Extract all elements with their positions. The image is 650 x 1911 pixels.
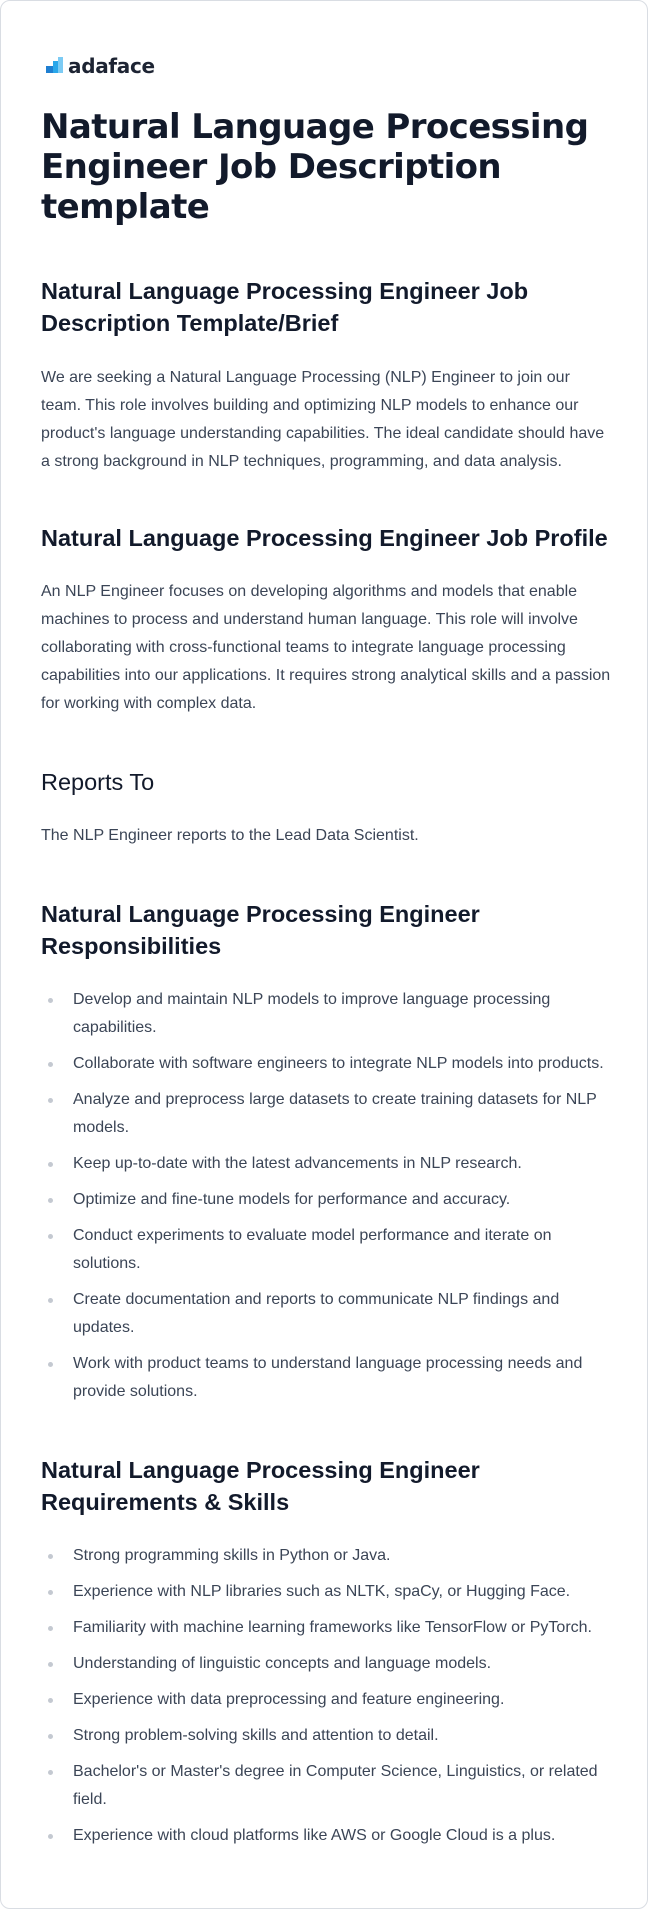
list-item (41, 1578, 611, 1606)
list-item (41, 1086, 611, 1142)
page-title: Natural Language Processing Engineer Job Description template (41, 107, 589, 227)
section-heading-requirements: Natural Language Processing Engineer Requirements & Skills (41, 1457, 480, 1515)
bullet-icon (48, 1298, 53, 1303)
list-item (41, 1150, 611, 1178)
list-item-text: Bachelor's or Master's degree in Computer Science, Linguistics, or related field. (73, 1763, 598, 1808)
list-item (41, 1614, 611, 1642)
bullet-icon (48, 1098, 53, 1103)
list-item-text: Experience with NLP libraries such as NLTK, spaCy, or Hugging Face. (73, 1583, 571, 1600)
list-item-text: Strong programming skills in Python or Java. (73, 1547, 391, 1564)
list-item-text: Familiarity with machine learning frameworks like TensorFlow or PyTorch. (73, 1619, 592, 1636)
list-item (41, 1350, 611, 1406)
bullet-icon (48, 998, 53, 1003)
section-text-brief: We are seeking a Natural Language Processing (NLP) Engineer to join our team. This role involves building and optimizing NLP models to enhance our product's language understanding capabilities. The ideal candidate should have a strong background in NLP techniques, programming, and data analysis. (41, 369, 605, 470)
bullet-icon (48, 1554, 53, 1559)
list-item-text: Collaborate with software engineers to integrate NLP models into products. (73, 1055, 604, 1072)
list-item (41, 1542, 611, 1570)
list-item-text: Conduct experiments to evaluate model performance and iterate on solutions. (73, 1227, 552, 1272)
list-item-text: Optimize and fine-tune models for performance and accuracy. (73, 1191, 511, 1208)
bullet-icon (48, 1362, 53, 1367)
bullet-icon (48, 1626, 53, 1631)
bullet-icon (48, 1590, 53, 1595)
section-heading-responsibilities: Natural Language Processing Engineer Responsibilities (41, 901, 480, 959)
bullet-icon (48, 1234, 53, 1239)
bullet-icon (48, 1198, 53, 1203)
list-item (41, 1722, 611, 1750)
list-item-text: Experience with data preprocessing and feature engineering. (73, 1691, 505, 1708)
section-text-reports-to: The NLP Engineer reports to the Lead Data Scientist. (41, 827, 419, 844)
brand-logo[interactable] (46, 54, 155, 78)
list-item (41, 1286, 611, 1342)
list-item (41, 986, 611, 1042)
list-item-text: Develop and maintain NLP models to improve language processing capabilities. (73, 991, 551, 1036)
bullet-icon (48, 1162, 53, 1167)
list-item (41, 1186, 611, 1214)
list-item (41, 1050, 611, 1078)
list-item (41, 1822, 611, 1850)
list-item-text: Experience with cloud platforms like AWS or Google Cloud is a plus. (73, 1827, 556, 1844)
bullet-icon (48, 1770, 53, 1775)
list-item-text: Strong problem-solving skills and attention to detail. (73, 1727, 439, 1744)
bullet-icon (48, 1062, 53, 1067)
list-item (41, 1758, 611, 1814)
responsibilities-list (41, 986, 611, 1414)
brand-name: adaface (68, 54, 155, 78)
bullet-icon (48, 1734, 53, 1739)
section-heading-reports-to: Reports To (41, 769, 155, 795)
list-item-text: Work with product teams to understand language processing needs and provide solutions. (73, 1355, 583, 1400)
section-text-profile: An NLP Engineer focuses on developing algorithms and models that enable machines to process and understand human language. This role will involve collaborating with cross-functional teams to integrate language processing capabilities into our applications. It requires strong analytical skills and a passion for working with complex data. (41, 583, 611, 712)
list-item-text: Understanding of linguistic concepts and language models. (73, 1655, 492, 1672)
list-item (41, 1222, 611, 1278)
section-heading-brief: Natural Language Processing Engineer Job Description Template/Brief (41, 278, 529, 336)
bullet-icon (48, 1662, 53, 1667)
section-heading-profile: Natural Language Processing Engineer Job Profile (41, 525, 608, 551)
list-item-text: Keep up-to-date with the latest advancements in NLP research. (73, 1155, 522, 1172)
adaface-logo-icon (46, 57, 64, 75)
list-item-text: Create documentation and reports to communicate NLP findings and updates. (73, 1291, 560, 1336)
bullet-icon (48, 1698, 53, 1703)
bullet-icon (48, 1834, 53, 1839)
list-item-text: Analyze and preprocess large datasets to create training datasets for NLP models. (73, 1091, 597, 1136)
list-item (41, 1650, 611, 1678)
requirements-list (41, 1542, 611, 1858)
list-item (41, 1686, 611, 1714)
